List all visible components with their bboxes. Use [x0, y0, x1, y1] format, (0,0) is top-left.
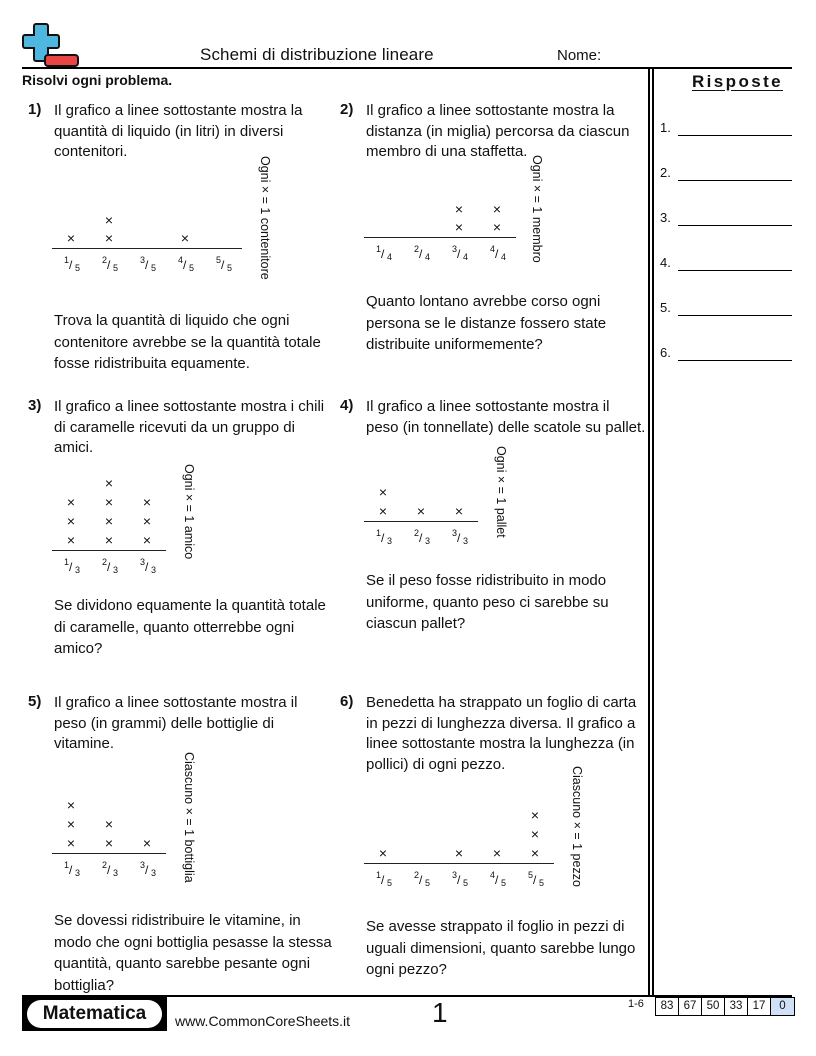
- tick-denominator: 3: [75, 565, 81, 575]
- x-mark: ×: [142, 513, 152, 529]
- problem-number: 6): [340, 693, 354, 710]
- header-divider: [22, 67, 792, 69]
- unit-legend: Ogni × = 1 membro: [530, 155, 544, 263]
- tick-numerator: 3: [452, 870, 458, 880]
- tick-slash: /: [495, 247, 499, 261]
- tick-denominator: 5: [463, 878, 469, 888]
- problem-text: Il grafico a linee sottostante mostra la distanza (in miglia) percorsa da ciascun membro di una staffetta.: [366, 102, 630, 160]
- x-mark: ×: [66, 513, 76, 529]
- score-cell: 67: [679, 998, 702, 1015]
- tick-label: [446, 244, 472, 264]
- x-mark: ×: [454, 201, 464, 217]
- score-table: [655, 997, 795, 1016]
- tick-denominator: 3: [113, 868, 119, 878]
- tick-slash: /: [221, 258, 225, 272]
- tick-denominator: 5: [113, 263, 119, 273]
- tick-label: [408, 528, 434, 548]
- tick-label: [446, 870, 472, 890]
- tick-slash: /: [381, 247, 385, 261]
- problem-number: 3): [28, 397, 42, 414]
- tick-slash: /: [419, 531, 423, 545]
- answer-blank-field[interactable]: [678, 315, 792, 316]
- x-mark: ×: [378, 503, 388, 519]
- x-mark: ×: [66, 797, 76, 813]
- tick-numerator: 1: [376, 870, 382, 880]
- problem-question: Se il peso fosse ridistribuito in modo uniforme, quanto peso ci sarebbe su ciascun pallet?: [366, 572, 609, 632]
- x-mark: ×: [104, 212, 114, 228]
- unit-legend: Ciascuno × = 1 pezzo: [570, 766, 584, 887]
- tick-numerator: 3: [452, 244, 458, 254]
- name-label: Nome:: [557, 47, 602, 64]
- tick-label: [370, 528, 396, 548]
- tick-slash: /: [107, 258, 111, 272]
- problem-text: Il grafico a linee sottostante mostra la quantità di liquido (in litri) in diversi contenitori.: [54, 102, 303, 160]
- tick-denominator: 5: [501, 878, 507, 888]
- tick-slash: /: [183, 258, 187, 272]
- tick-slash: /: [69, 560, 73, 574]
- tick-numerator: 1: [376, 528, 382, 538]
- problem-text: Il grafico a linee sottostante mostra il peso (in grammi) delle bottiglie di vitamine.: [54, 694, 298, 752]
- tick-denominator: 3: [425, 536, 431, 546]
- tick-denominator: 3: [113, 565, 119, 575]
- tick-denominator: 3: [387, 536, 393, 546]
- problem-range: 1-6: [628, 998, 644, 1010]
- tick-denominator: 3: [151, 868, 157, 878]
- x-mark: ×: [142, 835, 152, 851]
- tick-numerator: 3: [140, 557, 146, 567]
- tick-numerator: 3: [140, 860, 146, 870]
- tick-denominator: 5: [387, 878, 393, 888]
- tick-numerator: 4: [178, 255, 184, 265]
- answer-blank-field[interactable]: [678, 135, 792, 136]
- tick-slash: /: [419, 247, 423, 261]
- problem-number: 4): [340, 397, 354, 414]
- answer-number: 5.: [660, 300, 671, 315]
- tick-denominator: 5: [189, 263, 195, 273]
- problem-question: Trova la quantità di liquido che ogni contenitore avrebbe se la quantità totale fosse ridistribuita equamente.: [54, 312, 321, 372]
- tick-numerator: 1: [64, 557, 70, 567]
- answer-row: [660, 210, 792, 230]
- tick-label: [408, 244, 434, 264]
- unit-legend: Ogni × = 1 contenitore: [258, 156, 272, 280]
- answer-blank-field[interactable]: [678, 360, 792, 361]
- score-cell: 33: [725, 998, 748, 1015]
- tick-numerator: 2: [414, 528, 420, 538]
- tick-numerator: 2: [102, 255, 108, 265]
- tick-slash: /: [69, 258, 73, 272]
- tick-label: [134, 255, 160, 275]
- tick-label: [484, 870, 510, 890]
- tick-label: [96, 255, 122, 275]
- x-mark: ×: [66, 532, 76, 548]
- number-line-axis: [52, 853, 166, 854]
- tick-label: [370, 870, 396, 890]
- instructions: Risolvi ogni problema.: [22, 72, 173, 88]
- tick-denominator: 5: [539, 878, 545, 888]
- tick-denominator: 4: [387, 252, 393, 262]
- answer-row: [660, 345, 792, 365]
- tick-slash: /: [381, 531, 385, 545]
- answer-row: [660, 120, 792, 140]
- tick-numerator: 2: [414, 870, 420, 880]
- tick-numerator: 2: [414, 244, 420, 254]
- tick-denominator: 3: [75, 868, 81, 878]
- tick-label: [96, 860, 122, 880]
- tick-denominator: 3: [463, 536, 469, 546]
- answer-number: 4.: [660, 255, 671, 270]
- x-mark: ×: [180, 230, 190, 246]
- answer-blank-field[interactable]: [678, 270, 792, 271]
- tick-denominator: 5: [75, 263, 81, 273]
- x-mark: ×: [378, 484, 388, 500]
- x-mark: ×: [530, 845, 540, 861]
- tick-slash: /: [457, 247, 461, 261]
- x-mark: ×: [66, 835, 76, 851]
- problem-question: Quanto lontano avrebbe corso ogni persona se le distanze fossero state distribuite uniformemente?: [366, 293, 607, 353]
- tick-slash: /: [381, 873, 385, 887]
- tick-slash: /: [145, 863, 149, 877]
- x-mark: ×: [142, 532, 152, 548]
- x-mark: ×: [142, 494, 152, 510]
- plus-minus-logo-icon: [22, 22, 80, 68]
- answer-row: [660, 165, 792, 185]
- answer-column-divider: [648, 68, 654, 995]
- x-mark: ×: [104, 816, 114, 832]
- answers-title: Risposte: [692, 72, 783, 91]
- tick-denominator: 3: [151, 565, 157, 575]
- score-cell: 17: [748, 998, 771, 1015]
- tick-numerator: 2: [102, 860, 108, 870]
- page-number: 1: [432, 997, 448, 1028]
- answer-number: 3.: [660, 210, 671, 225]
- tick-numerator: 4: [490, 870, 496, 880]
- tick-slash: /: [457, 873, 461, 887]
- tick-label: [484, 244, 510, 264]
- x-mark: ×: [416, 503, 426, 519]
- tick-label: [210, 255, 236, 275]
- tick-label: [58, 255, 84, 275]
- x-mark: ×: [454, 503, 464, 519]
- tick-denominator: 5: [227, 263, 233, 273]
- tick-numerator: 2: [102, 557, 108, 567]
- tick-slash: /: [457, 531, 461, 545]
- x-mark: ×: [66, 230, 76, 246]
- problem-question: Se dividono equamente la quantità totale di caramelle, quanto otterrebbe ogni amico?: [54, 597, 326, 657]
- x-mark: ×: [530, 826, 540, 842]
- tick-slash: /: [145, 560, 149, 574]
- tick-numerator: 3: [452, 528, 458, 538]
- tick-denominator: 5: [425, 878, 431, 888]
- tick-denominator: 5: [151, 263, 157, 273]
- unit-legend: Ciascuno × = 1 bottiglia: [182, 752, 196, 883]
- tick-label: [408, 870, 434, 890]
- tick-denominator: 4: [463, 252, 469, 262]
- tick-slash: /: [145, 258, 149, 272]
- x-mark: ×: [454, 219, 464, 235]
- tick-slash: /: [107, 560, 111, 574]
- score-cell: 50: [702, 998, 725, 1015]
- x-mark: ×: [492, 219, 502, 235]
- problem-question: Se dovessi ridistribuire le vitamine, in modo che ogni bottiglia pesasse la stessa quantità, quanto sarebbe pesante ogni bottiglia?: [54, 912, 332, 994]
- x-mark: ×: [492, 201, 502, 217]
- answer-blank-field[interactable]: [678, 225, 792, 226]
- unit-legend: Ogni × = 1 amico: [182, 464, 196, 560]
- brand-badge: [22, 997, 167, 1031]
- number-line-axis: [52, 550, 166, 551]
- tick-label: [446, 528, 472, 548]
- tick-numerator: 1: [64, 255, 70, 265]
- score-cell: 83: [656, 998, 679, 1015]
- answer-number: 6.: [660, 345, 671, 360]
- tick-slash: /: [533, 873, 537, 887]
- x-mark: ×: [104, 532, 114, 548]
- tick-label: [58, 860, 84, 880]
- problem-text: Il grafico a linee sottostante mostra il peso (in tonnellate) delle scatole su pallet.: [366, 398, 646, 436]
- x-mark: ×: [104, 494, 114, 510]
- tick-numerator: 4: [490, 244, 496, 254]
- answer-blank-field[interactable]: [678, 180, 792, 181]
- tick-denominator: 4: [425, 252, 431, 262]
- problem-question: Se avesse strappato il foglio in pezzi di uguali dimensioni, quanto sarebbe lungo ogni pezzo?: [366, 918, 636, 978]
- x-mark: ×: [104, 230, 114, 246]
- number-line-axis: [364, 237, 516, 238]
- tick-label: [172, 255, 198, 275]
- tick-slash: /: [495, 873, 499, 887]
- brand-label: Matematica: [27, 1000, 162, 1028]
- tick-label: [134, 557, 160, 577]
- tick-denominator: 4: [501, 252, 507, 262]
- tick-label: [134, 860, 160, 880]
- tick-numerator: 1: [64, 860, 70, 870]
- x-mark: ×: [66, 494, 76, 510]
- x-mark: ×: [104, 835, 114, 851]
- answer-row: [660, 300, 792, 320]
- problem-text: Il grafico a linee sottostante mostra i chili di caramelle ricevuti da un gruppo di amici.: [54, 398, 325, 456]
- unit-legend: Ogni × = 1 pallet: [494, 446, 508, 538]
- tick-label: [96, 557, 122, 577]
- tick-slash: /: [419, 873, 423, 887]
- number-line-axis: [364, 863, 554, 864]
- tick-numerator: 5: [216, 255, 222, 265]
- x-mark: ×: [530, 807, 540, 823]
- x-mark: ×: [66, 816, 76, 832]
- x-mark: ×: [104, 513, 114, 529]
- number-line-axis: [52, 248, 242, 249]
- tick-slash: /: [69, 863, 73, 877]
- x-mark: ×: [378, 845, 388, 861]
- x-mark: ×: [454, 845, 464, 861]
- website-link: www.CommonCoreSheets.it: [175, 1013, 351, 1029]
- tick-numerator: 5: [528, 870, 534, 880]
- answer-number: 1.: [660, 120, 671, 135]
- tick-numerator: 3: [140, 255, 146, 265]
- document-title: Schemi di distribuzione lineare: [200, 45, 434, 64]
- answer-row: [660, 255, 792, 275]
- score-cell: 0: [771, 998, 794, 1015]
- answer-number: 2.: [660, 165, 671, 180]
- tick-slash: /: [107, 863, 111, 877]
- tick-numerator: 1: [376, 244, 382, 254]
- problem-number: 2): [340, 101, 354, 118]
- tick-label: [370, 244, 396, 264]
- number-line-axis: [364, 521, 478, 522]
- x-mark: ×: [104, 475, 114, 491]
- problem-text: Benedetta ha strappato un foglio di carta in pezzi di lunghezza diversa. Il grafico a linee sottostante mostra la lunghezza (in pollici) di ogni pezzo.: [366, 694, 637, 773]
- problem-number: 5): [28, 693, 42, 710]
- problem-number: 1): [28, 101, 42, 118]
- tick-label: [58, 557, 84, 577]
- x-mark: ×: [492, 845, 502, 861]
- tick-label: [522, 870, 548, 890]
